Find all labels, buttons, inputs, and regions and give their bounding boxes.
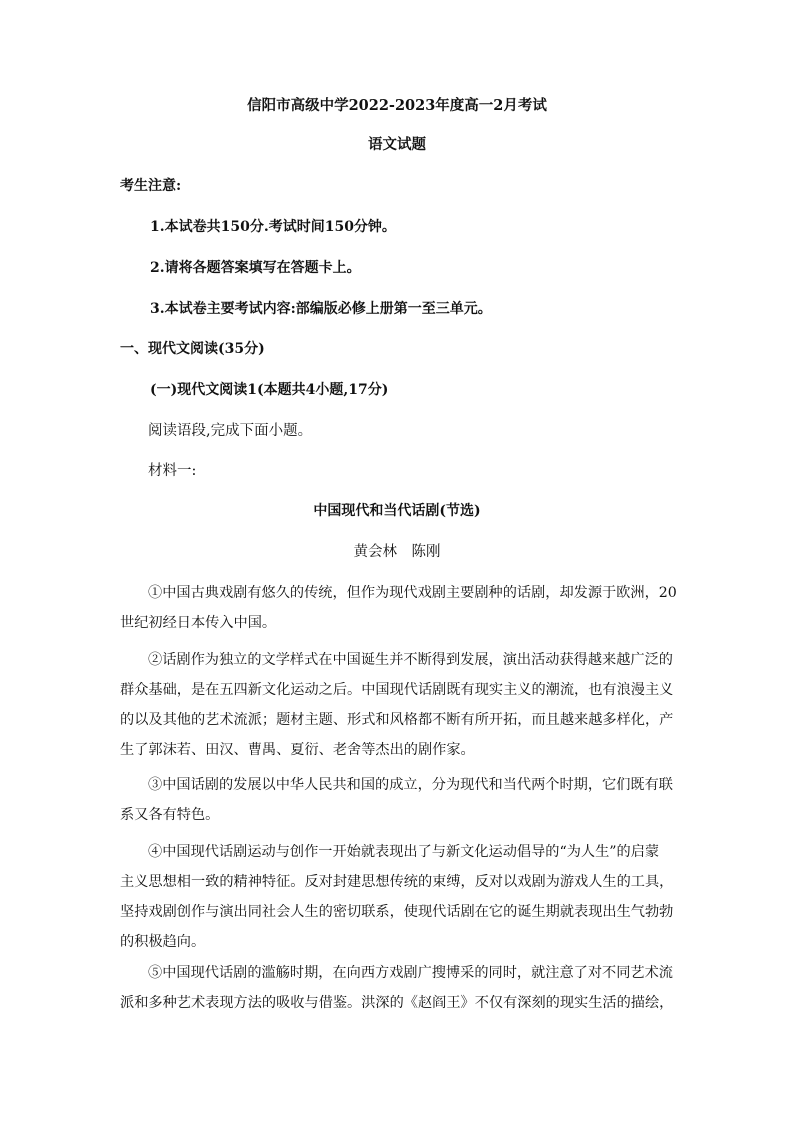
article-paragraph-5 xyxy=(120,958,674,1018)
paragraph-line: ⑤中国现代话剧的滥觞时期，在向西方戏剧广搜博采的同时，就注意了对不同艺术流 xyxy=(148,965,673,981)
article-paragraph-3 xyxy=(120,770,673,830)
paragraph-line: 的积极趋向。 xyxy=(120,934,206,950)
material-label: 材料一: xyxy=(148,463,197,479)
paragraph-line: 世纪初经日本传入中国。 xyxy=(120,615,277,631)
article-paragraph-1 xyxy=(120,578,677,638)
article-paragraph-4 xyxy=(120,837,674,957)
exam-title: 信阳市高级中学2022-2023年度高一2月考试 xyxy=(247,97,547,114)
section-subheading: (一)现代文阅读1(本题共4小题,17分) xyxy=(150,382,389,398)
paragraph-line: 派和多种艺术表现方法的吸收与借鉴。洪深的《赵阎王》不仅有深刻的现实生活的描绘， xyxy=(120,995,674,1011)
notice-heading: 考生注意: xyxy=(120,178,182,194)
paragraph-line: ③中国话剧的发展以中华人民共和国的成立，分为现代和当代两个时期，它们既有联 xyxy=(148,777,673,793)
paragraph-line: ①中国古典戏剧有悠久的传统，但作为现代戏剧主要剧种的话剧，却发源于欧洲，20 xyxy=(148,585,677,601)
paragraph-line: 的以及其他的艺术流派；题材主题、形式和风格都不断有所开拓，而且越来越多样化，产 xyxy=(120,712,674,728)
paragraph-line: 生了郭沫若、田汉、曹禺、夏衍、老舍等杰出的剧作家。 xyxy=(120,742,475,758)
exam-subtitle: 语文试题 xyxy=(368,136,426,153)
paragraph-line: 坚持戏剧创作与演出同社会人生的密切联系，使现代话剧在它的诞生期就表现出生气勃勃 xyxy=(120,904,674,920)
article-title: 中国现代和当代话剧(节选) xyxy=(313,503,481,519)
article-author: 黄会林 陈刚 xyxy=(353,544,441,560)
paragraph-line: ④中国现代话剧运动与创作一开始就表现出了与新文化运动倡导的“为人生”的启蒙 xyxy=(148,844,660,860)
paragraph-line: 群众基础，是在五四新文化运动之后。中国现代话剧既有现实主义的潮流，也有浪漫主义 xyxy=(120,682,674,698)
notice-item-2: 2.请将各题答案填写在答题卡上。 xyxy=(150,260,361,276)
paragraph-line: ②话剧作为独立的文学样式在中国诞生并不断得到发展，演出活动获得越来越广泛的 xyxy=(148,652,673,668)
notice-item-3: 3.本试卷主要考试内容:部编版必修上册第一至三单元。 xyxy=(150,301,492,317)
paragraph-line: 系又各有特色。 xyxy=(120,807,220,823)
paragraph-line: 主义思想相一致的精神特征。反对封建思想传统的束缚，反对以戏剧为游戏人生的工具， xyxy=(120,874,674,890)
section-instruction: 阅读语段,完成下面小题。 xyxy=(148,423,313,439)
section-heading: 一、现代文阅读(35分) xyxy=(120,341,265,357)
notice-item-1: 1.本试卷共150分.考试时间150分钟。 xyxy=(150,219,396,235)
article-paragraph-2 xyxy=(120,645,674,765)
